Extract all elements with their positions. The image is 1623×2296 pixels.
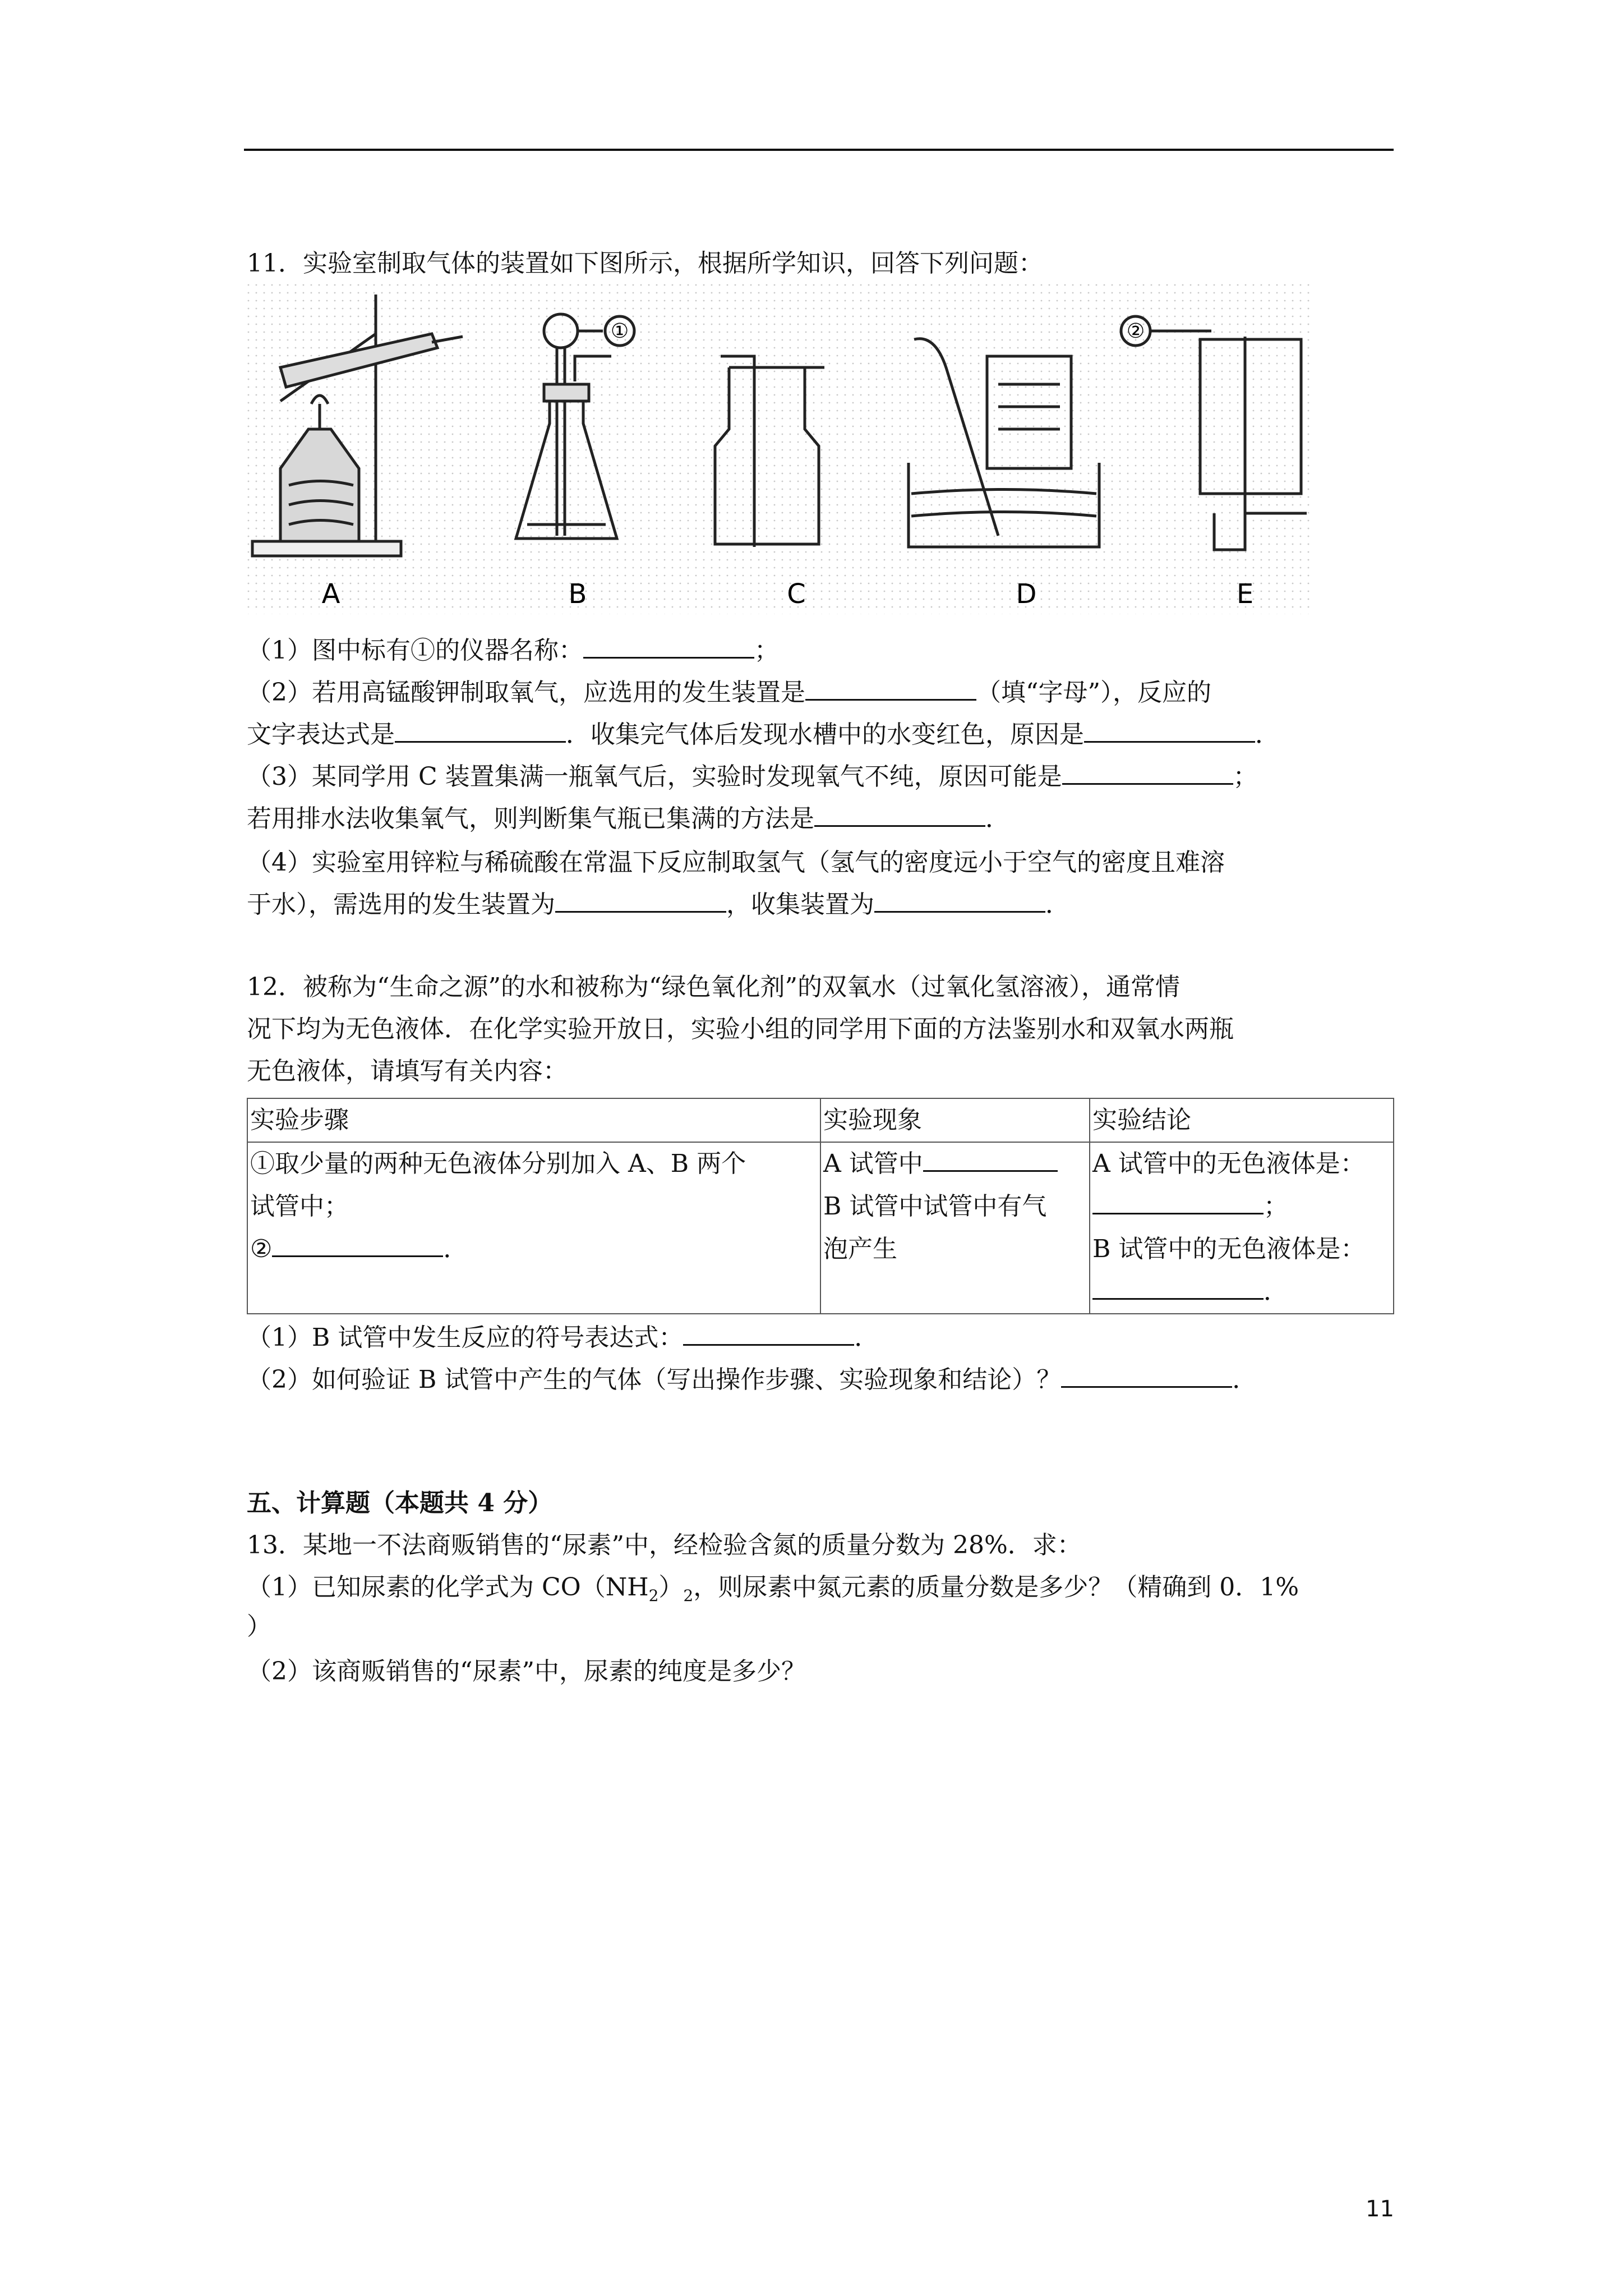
cell-steps: ①取少量的两种无色液体分别加入 A、B 两个 试管中； ② ． <box>247 1142 820 1314</box>
label-c: C <box>787 578 806 610</box>
answer-blank[interactable] <box>1084 719 1255 743</box>
answer-blank[interactable] <box>1061 1364 1232 1388</box>
cell-conclusion: A 试管中的无色液体是： ； B 试管中的无色液体是： ． <box>1090 1142 1394 1314</box>
answer-blank[interactable] <box>1092 1276 1264 1300</box>
q13-stem: 13．某地一不法商贩销售的“尿素”中，经检验含氮的质量分数为 28%．求： <box>247 1531 1082 1559</box>
answer-blank[interactable] <box>683 1322 854 1346</box>
marker-1: ① <box>610 320 629 343</box>
q11-part3-line1: （3）某同学用 C 装置集满一瓶氧气后，实验时发现氧气不纯，原因可能是 ； <box>247 760 1258 794</box>
label-a: A <box>321 578 340 610</box>
label-d: D <box>1016 578 1037 610</box>
q13-part1-close: ） <box>247 1612 271 1641</box>
q12-sub2: （2）如何验证 B 试管中产生的气体（写出操作步骤、实验现象和结论）？ ． <box>247 1363 1257 1397</box>
cell-observation: A 试管中 B 试管中试管中有气 泡产生 <box>820 1142 1090 1314</box>
q12-sub1: （1）B 试管中发生反应的符号表达式： ． <box>247 1321 879 1355</box>
q11-part2-line1: （2）若用高锰酸钾制取氧气，应选用的发生装置是 （填“字母”），反应的 <box>247 676 1211 710</box>
q11-stem: 11．实验室制取气体的装置如下图所示，根据所学知识，回答下列问题： <box>247 249 1043 278</box>
answer-blank[interactable] <box>583 634 754 659</box>
section-5-title: 五、计算题（本题共 4 分） <box>247 1489 553 1517</box>
q13-part1: （1）已知尿素的化学式为 $CO(NH_2)_2$，则尿素中氮元素的质量分数是多少？（精确到 0．1% <box>247 1573 1299 1605</box>
header-conclusion: 实验结论 <box>1090 1098 1394 1142</box>
header-rule <box>244 149 1394 151</box>
label-e: E <box>1236 578 1254 610</box>
answer-blank[interactable] <box>923 1148 1058 1172</box>
answer-blank[interactable] <box>395 719 566 743</box>
page-number: 11 <box>1366 2196 1394 2222</box>
answer-blank[interactable] <box>555 889 726 913</box>
answer-blank[interactable] <box>272 1233 443 1257</box>
q13-part2: （2）该商贩销售的“尿素”中，尿素的纯度是多少？ <box>247 1657 806 1686</box>
table-row <box>247 1142 1394 1314</box>
q11-part1: （1）图中标有①的仪器名称： ； <box>247 634 779 668</box>
q11-part4-line2: 于水），需选用的发生装置为 ，收集装置为 ． <box>247 888 1070 922</box>
q12-stem-line1: 12．被称为“生命之源”的水和被称为“绿色氧化剂”的双氧水（过氧化氢溶液），通常情 <box>247 973 1180 1001</box>
apparatus-figure <box>247 283 1312 614</box>
answer-blank[interactable] <box>814 803 985 827</box>
table-header-row <box>247 1098 1394 1142</box>
label-b: B <box>568 578 587 610</box>
answer-blank[interactable] <box>805 677 976 701</box>
marker-2: ② <box>1126 320 1145 343</box>
q11-part4-line1: （4）实验室用锌粒与稀硫酸在常温下反应制取氢气（氢气的密度远小于空气的密度且难溶 <box>247 848 1225 877</box>
header-observation: 实验现象 <box>820 1098 1090 1142</box>
q12-stem-line2: 况下均为无色液体．在化学实验开放日，实验小组的同学用下面的方法鉴别水和双氧水两瓶 <box>247 1015 1234 1043</box>
header-steps: 实验步骤 <box>247 1098 820 1142</box>
answer-blank[interactable] <box>874 889 1045 913</box>
q11-part2-line2: 文字表达式是 ．收集完气体后发现水槽中的水变红色，原因是 ． <box>247 718 1280 752</box>
experiment-table <box>247 1098 1394 1314</box>
q12-stem-line3: 无色液体，请填写有关内容： <box>247 1057 568 1085</box>
answer-blank[interactable] <box>1092 1190 1264 1214</box>
q11-part3-line2: 若用排水法收集氧气，则判断集气瓶已集满的方法是 ． <box>247 802 1010 836</box>
answer-blank[interactable] <box>1062 761 1233 785</box>
